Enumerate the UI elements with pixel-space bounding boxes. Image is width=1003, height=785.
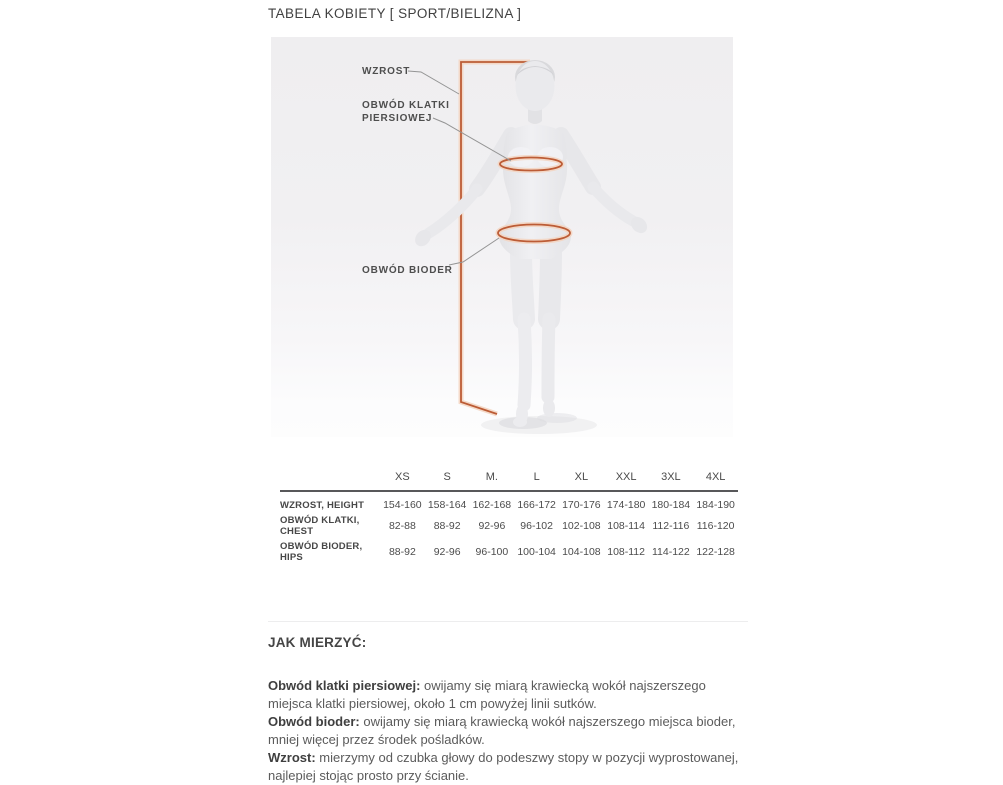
size-column-header: XS xyxy=(380,471,425,491)
table-cell: 100-104 xyxy=(517,546,556,558)
figure-label-hips: OBWÓD BIODER xyxy=(362,265,453,276)
row-label: OBWÓD KLATKI, CHEST xyxy=(280,515,360,537)
table-cell: 158-164 xyxy=(427,499,467,511)
size-column-header: S xyxy=(425,471,470,491)
table-cell: 104-108 xyxy=(562,546,601,558)
floor-shadow xyxy=(481,413,597,434)
table-cell: 174-180 xyxy=(606,499,646,511)
table-cell: 108-112 xyxy=(607,546,645,558)
figure-label-chest-line1: OBWÓD KLATKI xyxy=(362,100,450,111)
measure-description: owijamy się miarą krawiecką wokół najszerszego miejsca bioder, mniej więcej przez środek pośladków. xyxy=(268,714,736,747)
size-column-header: 3XL xyxy=(649,471,694,491)
size-table xyxy=(280,471,738,565)
table-cell: 88-92 xyxy=(388,546,416,558)
table-cell: 116-120 xyxy=(696,520,735,532)
table-cell: 122-128 xyxy=(696,546,735,558)
table-cell: 180-184 xyxy=(651,499,691,511)
table-cell: 88-92 xyxy=(433,520,461,532)
how-to-measure-heading: JAK MIERZYĆ: xyxy=(268,635,367,650)
table-cell: 112-116 xyxy=(652,520,690,532)
how-to-measure-text xyxy=(268,677,748,785)
measurement-figure-illustration xyxy=(271,37,733,437)
table-cell: 108-114 xyxy=(607,520,645,532)
row-label: OBWÓD BIODER, HIPS xyxy=(280,541,363,563)
size-chart-page xyxy=(268,0,748,785)
page-title: TABELA KOBIETY [ SPORT/BIELIZNA ] xyxy=(268,6,522,21)
size-column-header: 4XL xyxy=(693,471,738,491)
hips-leader-line xyxy=(449,238,499,265)
table-row-chest xyxy=(280,513,738,539)
table-cell: 184-190 xyxy=(696,499,735,511)
table-row-height xyxy=(280,491,738,513)
measure-term: Wzrost: xyxy=(268,750,316,765)
table-cell: 96-102 xyxy=(520,520,553,532)
size-column-header: XL xyxy=(559,471,604,491)
size-column-header: XXL xyxy=(604,471,649,491)
measure-term: Obwód bioder: xyxy=(268,714,360,729)
table-cell: 102-108 xyxy=(562,520,601,532)
table-cell: 114-122 xyxy=(651,546,690,558)
how-to-measure-section xyxy=(268,621,748,785)
measure-item-height xyxy=(268,749,748,785)
measure-description: mierzymy od czubka głowy do podeszwy stopy w pozycji wyprostowanej, najlepiej stojąc prosto przy ścianie. xyxy=(268,750,739,783)
table-cell: 92-96 xyxy=(433,546,461,558)
table-cell: 162-168 xyxy=(472,499,512,511)
figure-label-height: WZROST xyxy=(362,66,411,77)
row-label: WZROST, HEIGHT xyxy=(280,499,365,511)
size-column-header: L xyxy=(514,471,559,491)
table-cell: 166-172 xyxy=(517,499,556,511)
size-table-corner-cell xyxy=(280,471,380,491)
measure-term: Obwód klatki piersiowej: xyxy=(268,678,421,693)
measure-item-chest xyxy=(268,677,748,713)
height-leader-line xyxy=(408,71,459,94)
table-row-hips xyxy=(280,539,738,565)
table-cell: 154-160 xyxy=(383,499,422,511)
measure-description: owijamy się miarą krawiecką wokół najszerszego miejsca klatki piersiowej, około 1 cm powyżej linii sutków. xyxy=(268,678,706,711)
table-cell: 92-96 xyxy=(478,520,506,532)
measurement-figure-panel xyxy=(271,37,733,437)
figure-label-chest-line2: PIERSIOWEJ xyxy=(362,113,433,124)
table-cell: 96-100 xyxy=(475,546,509,558)
table-cell: 170-176 xyxy=(562,499,601,511)
size-table-header-row xyxy=(280,471,738,491)
size-column-header: M. xyxy=(470,471,515,491)
table-cell: 82-88 xyxy=(388,520,416,532)
measure-item-hips xyxy=(268,713,748,749)
